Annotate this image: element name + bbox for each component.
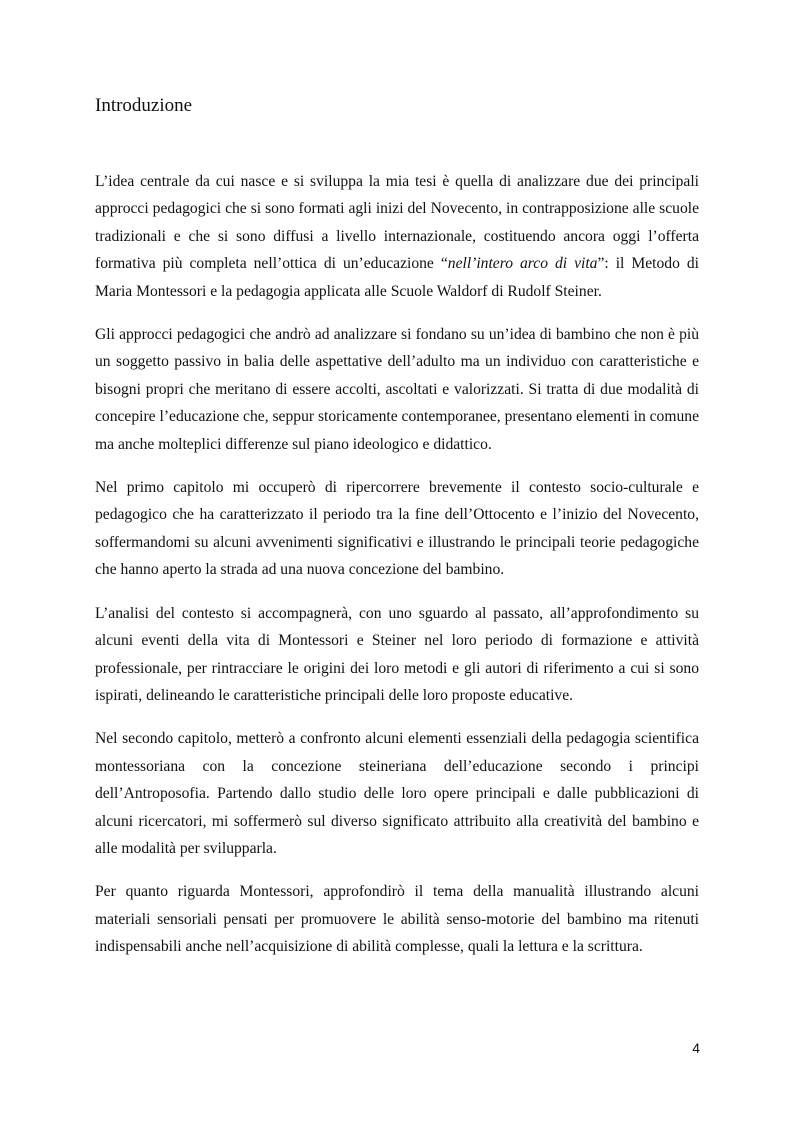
paragraph-3: Nel primo capitolo mi occuperò di ripercorrere brevemente il contesto socio-culturale e pedagogico che ha caratterizzato il periodo tra la fine dell’Ottocento e l’inizio del Novecento, soffermandomi su alcuni avvenimenti significativi e illustrando le principali teorie pedagogiche che hanno aperto la strada ad una nuova concezione del bambino. <box>95 479 699 579</box>
paragraph-1-text-end: ”: il Metodo di Maria Montessori e la pedagogia applicata alle Scuole Waldorf di Rudolf Steiner. <box>95 255 699 300</box>
paragraph-1-text-start: L’idea centrale da cui nasce e si sviluppa la mia tesi è quella di analizzare due dei principali approcci pedagogici che si sono formati agli inizi del Novecento, in contrapposizione alle scuole tradizionali e che si sono diffusi a livello internazionale, costituendo ancora oggi l’offerta formativa più completa nell’ottica di un’educazione “ <box>95 173 699 273</box>
paragraph-2: Gli approcci pedagogici che andrò ad analizzare si fondano su un’idea di bambino che non è più un soggetto passivo in balia delle aspettative dell’adulto ma un individuo con caratteristiche e bisogni propri che meritano di essere accolti, ascoltati e valorizzati. Si tratta di due modalità di concepire l’educazione che, seppur storicamente contemporanee, presentano elementi in comune ma anche molteplici differenze sul piano ideologico e didattico. <box>95 326 699 453</box>
paragraph-1 <box>95 168 699 305</box>
paragraph-6: Per quanto riguarda Montessori, approfondirò il tema della manualità illustrando alcuni materiali sensoriali pensati per promuovere le abilità senso-motorie del bambino ma ritenuti indispensabili anche nell’acquisizione di abilità complesse, quali la lettura e la scrittura. <box>95 883 699 956</box>
paragraph-4: L’analisi del contesto si accompagnerà, con uno sguardo al passato, all’approfondimento su alcuni eventi della vita di Montessori e Steiner nel loro periodo di formazione e attività professionale, per rintracciare le origini dei loro metodi e gli autori di riferimento a cui si sono ispirati, delineando le caratteristiche principali delle loro proposte educative. <box>95 604 699 704</box>
body-text <box>95 168 699 977</box>
paragraph-5: Nel secondo capitolo, metterò a confronto alcuni elementi essenziali della pedagogia scientifica montessoriana con la concezione steineriana dell’educazione secondo i principi dell’Antroposofia. Partendo dallo studio delle loro opere principali e dalle pubblicazioni di alcuni ricercatori, mi soffermerò sul diverso significato attribuito alla creatività del bambino e alle modalità per svilupparla. <box>95 730 699 857</box>
page-number: 4 <box>692 1040 700 1056</box>
section-heading: Introduzione <box>95 95 193 116</box>
paragraph-1-emphasis: nell’intero arco di vita <box>447 255 598 273</box>
